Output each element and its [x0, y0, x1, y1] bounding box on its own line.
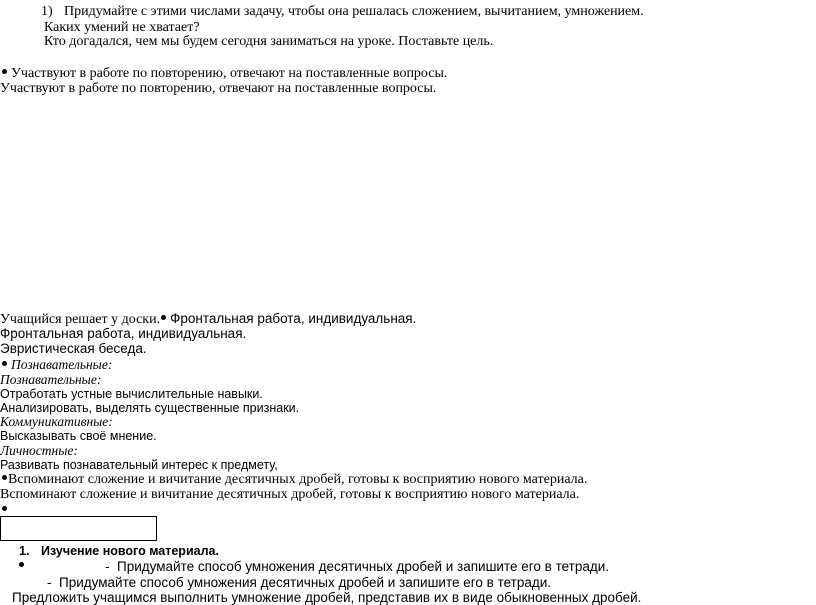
new-task-bullet-text: Придумайте способ умножения десятичных дробей и запишите его в тетради. [117, 559, 610, 574]
communicative-item-1: Высказывать своё мнение. [0, 429, 157, 443]
board-student: Учащийся решает у доски. [0, 312, 161, 327]
board-form: Фронтальная работа, индивидуальная. [0, 326, 247, 341]
bullet-icon [2, 506, 7, 511]
dash-marker: - [47, 575, 52, 590]
bullet-icon [2, 361, 7, 366]
bullet-icon [2, 475, 7, 480]
cognitive-item-1: Отработать устные вычислительные навыки. [0, 387, 263, 401]
recall-bullet-text: Вспоминают сложение и вичитание десятичных дробей, готовы к восприятию нового материала. [8, 472, 588, 487]
board-form-bullet: Фронтальная работа, индивидуальная. [170, 311, 417, 326]
proposal-text: Предложить учащимся выполнить умножение дробей, представив их в виде обыкновенных дробей. [12, 590, 642, 605]
cognitive-bullet-line [2, 358, 112, 372]
bullet-icon [161, 315, 166, 320]
section-heading: Изучение нового материала. [41, 544, 219, 558]
recall-bullet-line [2, 473, 587, 487]
empty-table-cell [0, 516, 157, 541]
new-task-line [47, 576, 551, 590]
new-task-dash [105, 560, 609, 574]
bullet-icon [19, 562, 24, 567]
board-conversation: Эвристическая беседа. [0, 341, 147, 356]
dash-marker: - [105, 559, 110, 574]
task-line-3: Кто догадался, чем мы будем сегодня заниматься на уроке. Поставьте цель. [44, 34, 494, 49]
section-number: 1. [19, 544, 30, 558]
participation-text: Участвуют в работе по повторению, отвечают на поставленные вопросы. [0, 81, 437, 96]
participation-bullet-line [2, 67, 447, 81]
cognitive-item-2: Анализировать, выделять существенные признаки. [0, 401, 300, 415]
communicative-heading: Коммуникативные: [0, 414, 113, 429]
personal-heading: Личностные: [0, 443, 78, 458]
recall-text: Вспоминают сложение и вичитание десятичных дробей, готовы к восприятию нового материала. [0, 487, 580, 502]
task-number: 1) [41, 4, 53, 19]
task-line-1: Придумайте с этими числами задачу, чтобы она решалась сложением, вычитанием, умножением. [64, 4, 644, 19]
new-task-text: Придумайте способ умножения десятичных дробей и запишите его в тетради. [59, 575, 552, 590]
participation-bullet-text: Участвуют в работе по повторению, отвечают на поставленные вопросы. [11, 66, 448, 81]
personal-item-1: Развивать познавательный интерес к предмету, [0, 458, 278, 472]
cognitive-heading: Познавательные: [0, 372, 102, 387]
task-line-2: Каких умений не хватает? [44, 20, 200, 35]
cognitive-bullet-text: Познавательные: [11, 357, 113, 372]
bullet-icon [2, 69, 7, 74]
board-line [0, 312, 416, 327]
new-task-bullet-line [19, 560, 28, 574]
